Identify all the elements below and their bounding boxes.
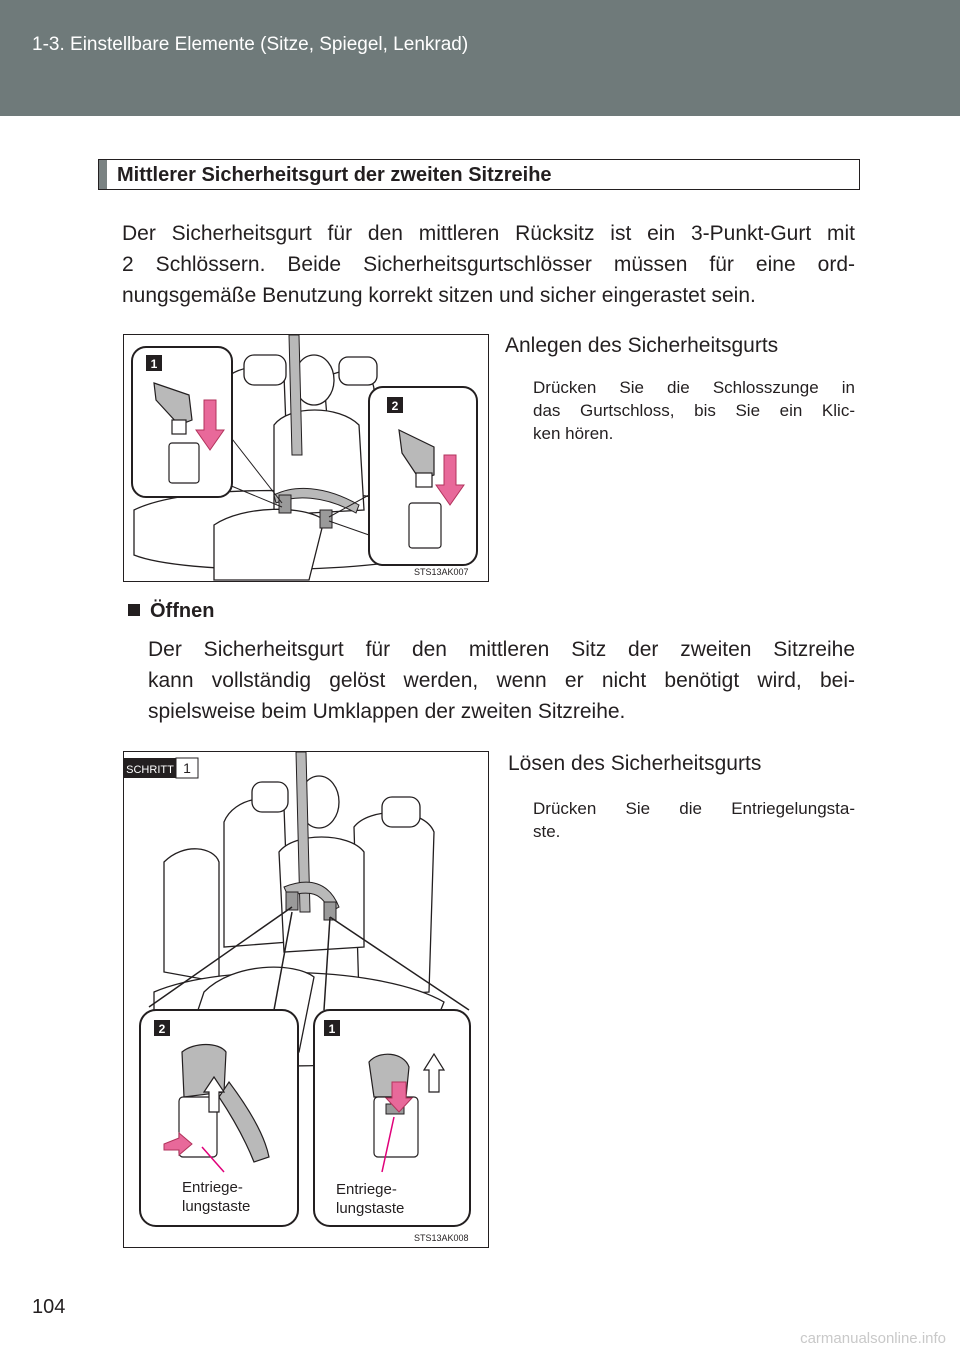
caption-line: Drücken Sie die Schlosszunge in (533, 378, 855, 397)
caption-line: ste. (533, 822, 561, 841)
watermark: carmanualsonline.info (800, 1330, 946, 1347)
fasten-belt-illustration (124, 335, 488, 581)
opening-paragraph (148, 634, 855, 727)
opening-line: spielsweise beim Umklappen der zweiten Sitzreihe. (148, 700, 626, 723)
badge-1-text: 1 (150, 357, 158, 371)
release-belt-illustration (124, 752, 488, 1247)
badge-2-text: 2 (391, 399, 399, 413)
release-label-right-line2: lungstaste (336, 1200, 405, 1217)
opening-line: kann vollständig gelöst werden, wenn er nicht benötigt wird, bei- (148, 669, 855, 692)
caption-line: ken hören. (533, 424, 614, 443)
badge-release-2-text: 2 (158, 1022, 166, 1036)
release-label-left-line1: Entriege- (182, 1179, 243, 1196)
figure-code: STS13AK008 (414, 1233, 469, 1243)
intro-line: 2 Schlössern. Beide Sicherheitsgurtschlösser müssen für eine ord- (122, 253, 855, 276)
caption-line: Drücken Sie die Entriegelungsta- (533, 799, 855, 818)
caption-title-release: Lösen des Sicherheitsgurts (508, 752, 762, 775)
caption-text-fasten (533, 376, 855, 445)
figure-code: STS13AK007 (414, 567, 469, 577)
subheading-opening (128, 600, 214, 623)
step-number-text: 1 (183, 760, 191, 776)
subheading-text: Öffnen (150, 600, 215, 622)
intro-paragraph (122, 218, 855, 311)
opening-line: Der Sicherheitsgurt für den mittleren Sitz der zweiten Sitzreihe (148, 638, 855, 661)
release-label-left-line2: lungstaste (182, 1198, 251, 1215)
caption-title-fasten: Anlegen des Sicherheitsgurts (505, 334, 779, 357)
section-title: Mittlerer Sicherheitsgurt der zweiten Sitzreihe (117, 164, 552, 186)
page-header (0, 0, 960, 116)
figure-release-belt (123, 751, 489, 1248)
page-number: 104 (32, 1296, 66, 1318)
intro-line: nungsgemäße Benutzung korrekt sitzen und sicher eingerastet sein. (122, 284, 756, 307)
square-bullet-icon (128, 604, 140, 616)
chapter-title: 1-3. Einstellbare Elemente (Sitze, Spiegel, Lenkrad) (32, 34, 469, 55)
caption-text-release (533, 797, 855, 843)
figure-fasten-belt (123, 334, 489, 582)
intro-line: Der Sicherheitsgurt für den mittleren Rücksitz ist ein 3-Punkt-Gurt mit (122, 222, 855, 245)
badge-release-1-text: 1 (328, 1022, 336, 1036)
step-label-text: SCHRITT (126, 764, 174, 776)
caption-line: das Gurtschloss, bis Sie ein Klic- (533, 401, 855, 420)
release-label-right-line1: Entriege- (336, 1181, 397, 1198)
section-title-bar (99, 160, 107, 189)
section-title-box (98, 159, 860, 190)
